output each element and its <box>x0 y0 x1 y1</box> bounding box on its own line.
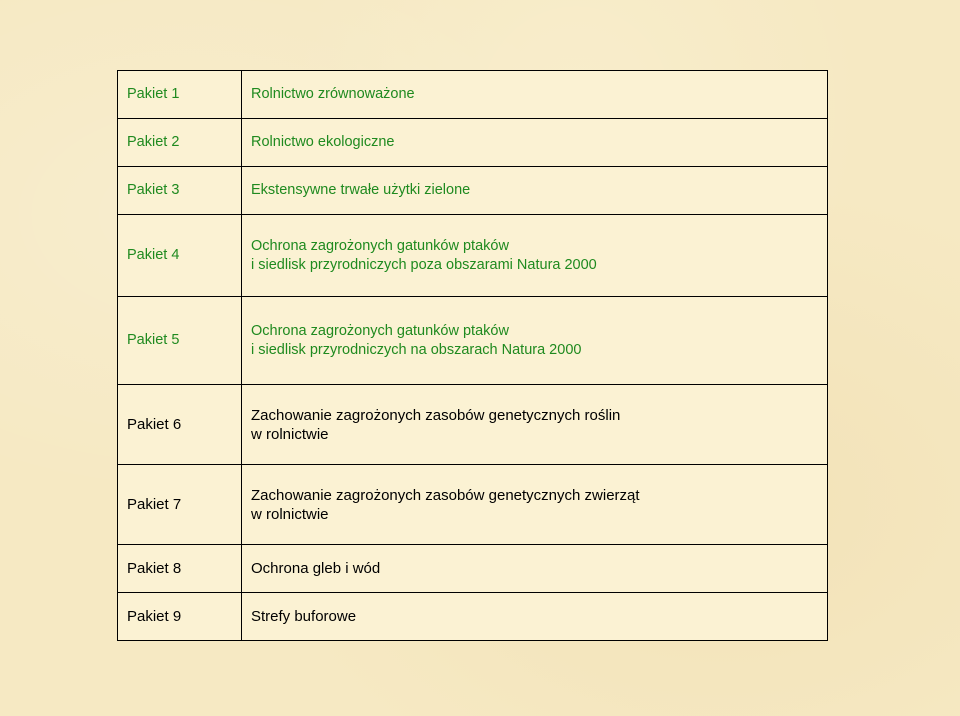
description-line: Strefy buforowe <box>251 608 357 625</box>
description-line: w rolnictwie <box>251 505 329 523</box>
description-line: Zachowanie zagrożonych zasobów genetycznych zwierząt <box>251 486 640 504</box>
description-line: Rolnictwo ekologiczne <box>251 134 395 150</box>
package-label: Pakiet 4 <box>118 215 242 297</box>
description-line: i siedlisk przyrodniczych na obszarach Natura 2000 <box>251 341 582 358</box>
package-description <box>242 297 828 385</box>
table-row <box>118 215 828 297</box>
package-label: Pakiet 1 <box>118 71 242 119</box>
table-row <box>118 167 828 215</box>
package-description <box>242 71 828 119</box>
package-description <box>242 385 828 465</box>
table-row <box>118 593 828 641</box>
package-label: Pakiet 2 <box>118 119 242 167</box>
package-label: Pakiet 9 <box>118 593 242 641</box>
table-row <box>118 119 828 167</box>
table-row <box>118 297 828 385</box>
package-description <box>242 593 828 641</box>
package-label: Pakiet 7 <box>118 465 242 545</box>
package-label: Pakiet 6 <box>118 385 242 465</box>
package-description <box>242 465 828 545</box>
package-description <box>242 167 828 215</box>
description-line: Ochrona gleb i wód <box>251 560 381 577</box>
package-description <box>242 545 828 593</box>
table-row <box>118 545 828 593</box>
table-row <box>118 465 828 545</box>
description-line: Ochrona zagrożonych gatunków ptaków <box>251 322 509 339</box>
package-label: Pakiet 8 <box>118 545 242 593</box>
package-label: Pakiet 3 <box>118 167 242 215</box>
description-line: i siedlisk przyrodniczych poza obszarami Natura 2000 <box>251 256 597 273</box>
description-line: w rolnictwie <box>251 425 329 443</box>
package-description <box>242 119 828 167</box>
description-line: Rolnictwo zrównoważone <box>251 86 415 102</box>
table-row <box>118 385 828 465</box>
packages-table <box>117 70 828 641</box>
description-line: Ekstensywne trwałe użytki zielone <box>251 182 471 198</box>
description-line: Ochrona zagrożonych gatunków ptaków <box>251 237 509 254</box>
package-description <box>242 215 828 297</box>
package-label: Pakiet 5 <box>118 297 242 385</box>
table-row <box>118 71 828 119</box>
description-line: Zachowanie zagrożonych zasobów genetycznych roślin <box>251 406 621 424</box>
